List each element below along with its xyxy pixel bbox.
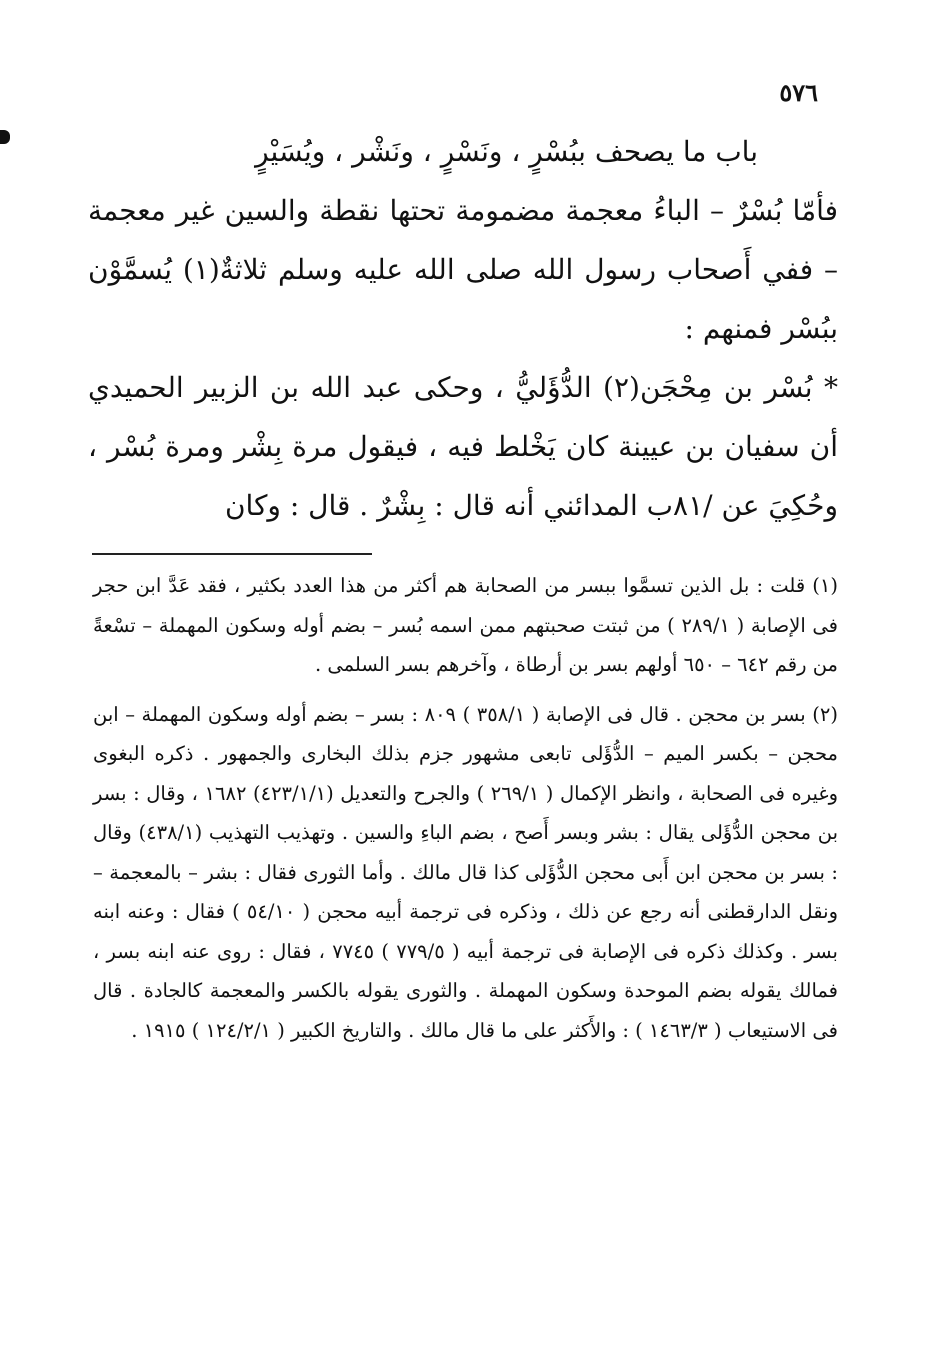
scan-edge-mark	[0, 130, 10, 144]
footnote-divider	[92, 553, 372, 555]
main-text-block	[88, 122, 838, 535]
footnote-1: (١) قلت : بل الذين تسمَّوا ببسر من الصحابة هم أكثر من هذا العدد بكثير ، فقد عَدَّ ابن حجر فى الإصابة ( ٢٨٩/١ ) من ثبتت صحبتهم ممن اسمه بُسر – بضم أوله وسكون المهملة – تسْعةً من رقم ٦٤٢ – ٦٥٠ أولهم بسر بن أرطاة ، وآخرهم بسر السلمى .	[93, 574, 839, 676]
page-number: ٥٧٦	[779, 78, 818, 107]
footnotes-block	[93, 566, 838, 1050]
section-title: باب ما يصحف ببُسْرٍ ، ونَسْرٍ ، ونَشْر ، ويُسَيْرٍ	[255, 135, 758, 168]
body-paragraph-1: فأمّا بُسْرٌ – الباءُ معجمة مضمومة تحتها نقطة والسين غير معجمة – ففي أَصحاب رسول الله صلى الله عليه وسلم ثلاثةٌ(١) يُسمَّوْن ببُسْر فمنهم :	[88, 194, 839, 345]
footnote-2: (٢) بسر بن محجن . قال فى الإصابة ( ٣٥٨/١ ) ٨٠٩ : بسر – بضم أوله وسكون المهملة – ابن محجن – بكسر الميم – الدُّؤَلى تابعى مشهور جزم بذلك البخارى والجمهور . ذكره البغوى وغيره فى الصحابة ، وانظر الإكمال ( ٢٦٩/١ ) والجرح والتعديل (٤٢٣/١/١) ١٦٨٢ ، وقال : بسر بن محجن الدُّؤَلى يقال : بشر وبسر أَصح ، بضم الباءِ والسين . وتهذيب التهذيب (٤٣٨/١) وقال : بسر بن محجن ابن أَبى محجن الدُّؤَلى كذا قال مالك . وأما الثورى فقال : بشر – بالمعجمة – ونقل الدارقطنى أنه رجع عن ذلك ، وذكره فى ترجمة أبيه محجن ( ٥٤/١٠ ) فقال : وعنه ابنه بسر . وكذلك ذكره فى الإصابة فى ترجمة أبيه ( ٧٧٩/٥ ) ٧٧٤٥ ، فقال : روى عنه ابنه بسر ، فمالك يقوله بضم الموحدة وسكون المهملة . والثورى يقوله بالكسر والمعجمة كالجادة . قال فى الاستيعاب ( ١٤٦٣/٣ ) : والأَكثر على ما قال مالك . والتاريخ الكبير ( ١٢٤/٢/١ ) ١٩١٥ .	[93, 702, 839, 1042]
body-paragraph-2: * بُسْر بن مِحْجَن(٢) الدُّؤَليُّ ، وحكى عبد الله بن الزبير الحميدي أن سفيان بن عيينة كان يَخْلط فيه ، فيقول مرة بِشْر ومرة بُسْر ، وحُكِيَ عن /٨١ب المدائني أنه قال : بِشْرٌ . قال : وكان	[88, 371, 838, 522]
